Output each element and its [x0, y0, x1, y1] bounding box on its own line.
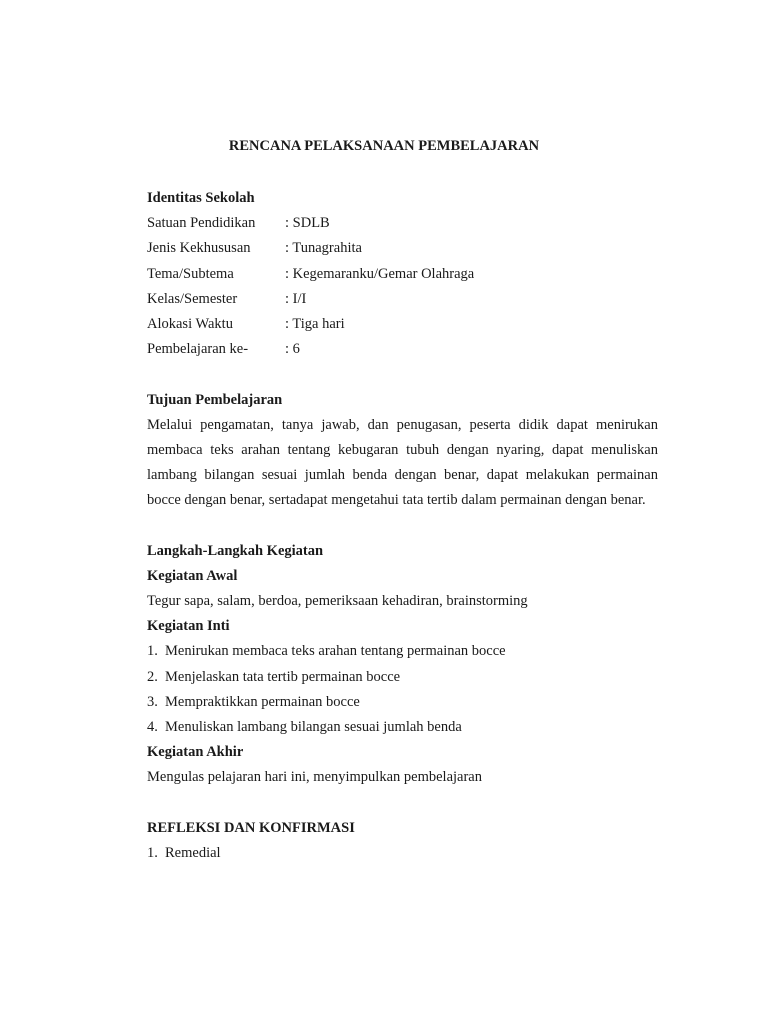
list-number: 4.	[147, 719, 158, 735]
tujuan-heading: Tujuan Pembelajaran	[147, 391, 283, 408]
list-number: 2.	[147, 668, 158, 685]
identitas-row	[147, 211, 658, 236]
identitas-value: : SDLB	[285, 215, 330, 232]
refleksi-heading: REFLEKSI DAN KONFIRMASI	[147, 819, 355, 836]
identitas-value: : Kegemaranku/Gemar Olahraga	[285, 265, 475, 282]
document-title: RENCANA PELAKSANAAN PEMBELAJARAN	[228, 138, 540, 154]
identitas-value: : 6	[285, 341, 300, 358]
list-item	[147, 715, 658, 740]
identitas-row	[147, 262, 658, 287]
list-number: 3.	[147, 693, 158, 710]
kegiatan-awal-text: Tegur sapa, salam, berdoa, pemeriksaan kehadiran, brainstorming	[147, 593, 528, 610]
list-item	[147, 841, 658, 866]
list-item	[147, 690, 658, 715]
list-text: Menuliskan lambang bilangan sesuai jumlah benda	[165, 719, 462, 735]
identitas-label: Satuan Pendidikan	[147, 215, 256, 232]
list-number: 1.	[147, 844, 158, 861]
identitas-value: : Tiga hari	[285, 315, 345, 332]
list-item	[147, 639, 658, 664]
identitas-row	[147, 312, 658, 337]
spacer	[147, 791, 658, 816]
identitas-heading: Identitas Sekolah	[147, 190, 255, 206]
kegiatan-akhir-heading: Kegiatan Akhir	[147, 744, 244, 761]
list-item	[147, 665, 658, 690]
langkah-heading: Langkah-Langkah Kegiatan	[147, 542, 324, 559]
identitas-label: Jenis Kekhususan	[147, 240, 251, 257]
identitas-label: Alokasi Waktu	[147, 315, 233, 332]
identitas-row	[147, 287, 658, 312]
spacer	[147, 362, 658, 387]
identitas-value: : I/I	[285, 290, 307, 307]
tujuan-paragraph: Melalui pengamatan, tanya jawab, dan penugasan, peserta didik dapat menirukan membaca teks arahan tentang kebugaran tubuh dengan nyaring, dapat menuliskan lambang bilangan sesuai jumlah benda dengan benar, dapat melakukan permainan bocce dengan benar, sertadapat mengetahui tata tertib dalam permainan dengan benar.	[147, 416, 658, 509]
list-text: Menjelaskan tata tertib permainan bocce	[165, 668, 401, 685]
list-number: 1.	[147, 643, 158, 660]
identitas-value: : Tunagrahita	[285, 240, 362, 257]
spacer	[147, 514, 658, 539]
kegiatan-akhir-text: Mengulas pelajaran hari ini, menyimpulkan pembelajaran	[147, 769, 482, 786]
kegiatan-inti-heading: Kegiatan Inti	[147, 618, 230, 635]
list-text: Remedial	[165, 844, 221, 861]
document-body	[147, 186, 658, 866]
identitas-row	[147, 236, 658, 261]
identitas-label: Kelas/Semester	[147, 290, 238, 307]
list-text: Menirukan membaca teks arahan tentang permainan bocce	[165, 643, 506, 660]
identitas-row	[147, 337, 658, 362]
kegiatan-awal-heading: Kegiatan Awal	[147, 567, 238, 584]
identitas-label: Pembelajaran ke-	[147, 341, 249, 358]
list-text: Mempraktikkan permainan bocce	[165, 693, 360, 710]
identitas-label: Tema/Subtema	[147, 265, 234, 282]
